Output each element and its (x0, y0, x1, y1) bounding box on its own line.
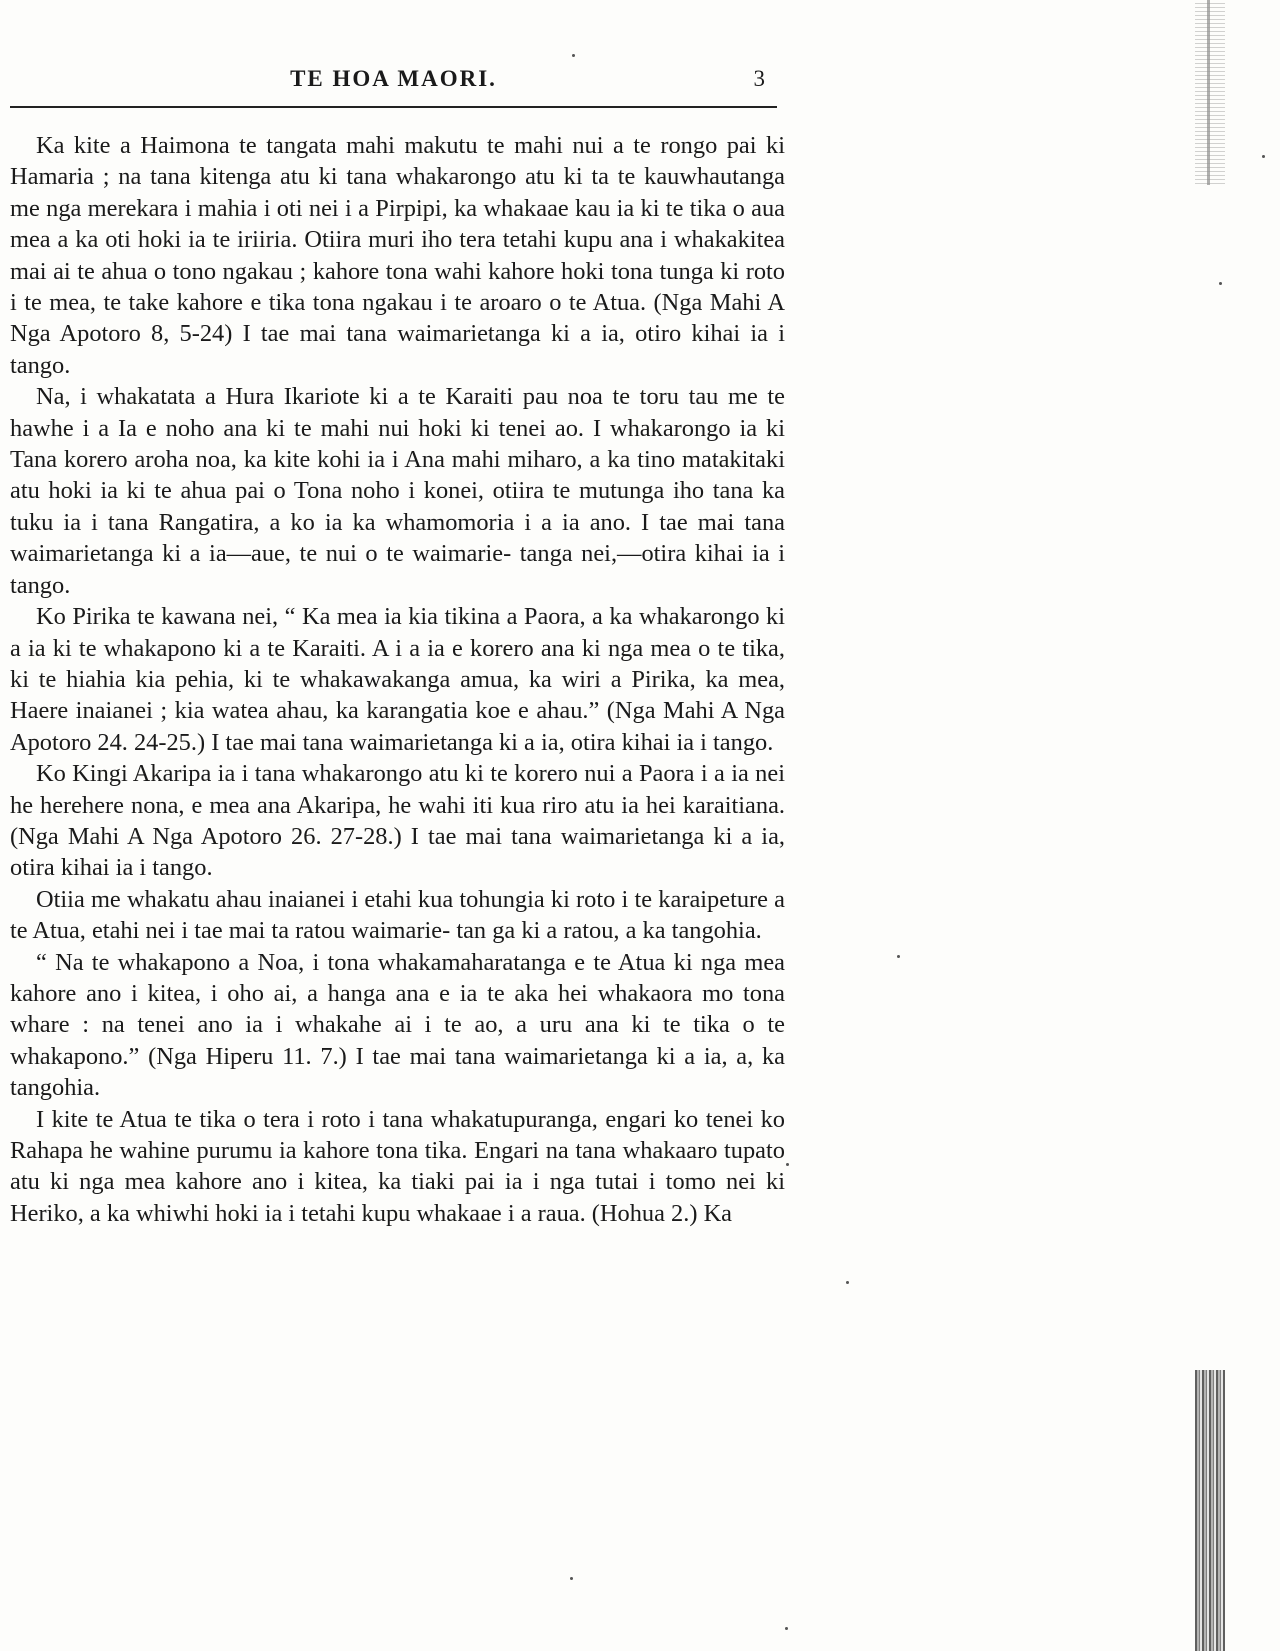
text-line: tenei ao. I whakarongo ia ki Tana korero aroha noa, ka kite (10, 414, 785, 474)
scan-edge-bottom (1195, 1370, 1225, 1651)
header-rule (10, 106, 777, 108)
paragraph (10, 947, 785, 1104)
text-line: te aroaro o te Atua. (Nga Mahi A Nga Apotoro 8, 5-24) I tae (10, 289, 785, 348)
text-line: te iriiria. Otiira muri iho tera tetahi kupu ana i whakakitea (212, 226, 785, 254)
scan-speck (570, 1577, 573, 1580)
text-line: te ahua pai o Tona noho i konei, otiira te mutunga iho tana ka (154, 477, 785, 505)
text-line: I tae mai tana waimarietanga ki a ia, a, ka tangohia. (10, 1042, 785, 1102)
body-text (10, 130, 785, 1229)
scan-speck (572, 54, 575, 57)
scan-edge-top (1195, 0, 1225, 185)
text-line: tanga nei,—otira kihai ia i tango. (10, 540, 785, 599)
scan-speck (1219, 282, 1222, 285)
text-line: Apotoro 24. 24-25.) I tae mai tana waimarietanga ki a ia, otira (10, 728, 616, 756)
text-line: wahi iti kua riro atu ia hei karaitiana. (Nga Mahi A Nga (10, 791, 785, 850)
paragraph (10, 130, 785, 381)
scan-speck (785, 1627, 788, 1630)
text-line: a Paora i a ia nei he herehere nona, e mea ana Akaripa, he (10, 760, 785, 819)
running-title: TE HOA MAORI. (290, 66, 497, 91)
text-line: ia e korero ana ki nga mea o te tika, ki te hiahia kia pehia, ki te (10, 634, 785, 693)
text-line: kihai ia i tango. (621, 728, 774, 756)
scan-speck (846, 1281, 849, 1284)
text-line: Na, i whakatata a Hura Ikariote ki a te Karaiti pau noa te (36, 383, 631, 411)
text-line: “ Na te whakapono a Noa, i tona whakamaharatanga e te Atua (36, 948, 666, 976)
text-line: toru tau me te hawhe i a Ia e noho ana ki te mahi nui hoki ki (10, 383, 785, 442)
text-line: tan ga ki a ratou, a ka tangohia. (456, 917, 762, 945)
running-head (10, 66, 777, 106)
text-line: whakawakanga amua, ka wiri a Pirika, ka mea, Haere inaianei ; (10, 665, 786, 725)
page-number: 3 (753, 66, 765, 91)
text-line: I kite te Atua te tika o tera i roto i tana whakatupuranga, (36, 1105, 598, 1133)
text-line: ki nga mea kahore ano i kitea, i oho ai, a hanga ana e ia te aka (10, 948, 785, 1007)
scan-speck (897, 955, 900, 958)
text-line: tae mai tana waimarietanga ki a ia—aue, te nui o te waimarie- (10, 508, 785, 568)
text-line: kohi ia i Ana mahi miharo, a ka tino matakitaki atu hoki ia ki (10, 446, 785, 505)
text-line: Otiia me whakatu ahau inaianei i etahi kua tohungia ki roto i (36, 885, 629, 913)
text-line: ka whakarongo ki a ia ki te whakapono ki a te Karaiti. A i a (10, 603, 786, 662)
text-line: rongo pai ki Hamaria ; na tana kitenga atu ki tana whakarongo (10, 132, 785, 191)
paragraph (10, 758, 785, 884)
text-line: Apotoro 26. 27-28.) I tae mai tana waimarietanga ki a ia, otira (10, 822, 785, 882)
paragraph (10, 1104, 785, 1230)
paragraph (10, 381, 785, 601)
text-line: tika. Engari na tana whakaaro tupato atu ki nga mea kahore (10, 1137, 785, 1196)
text-line: whiwhi hoki ia i tetahi kupu whakaae i a raua. (Hohua 2.) Ka (135, 1199, 733, 1227)
scan-speck (1262, 155, 1265, 158)
paragraph (10, 601, 785, 758)
text-line: ao, a uru ana ki te tika o te whakapono.” (Nga Hiperu 11. 7.) (10, 1011, 785, 1070)
scan-speck (786, 1163, 789, 1166)
text-line: kia watea ahau, ka karangatia koe e ahau.” (Nga Mahi A Nga (174, 697, 785, 725)
paragraph (10, 884, 785, 947)
text-line: Ka kite a Haimona te tangata mahi makutu te mahi nui a te (36, 132, 651, 159)
text-line: Ko Kingi Akaripa ia i tana whakarongo atu ki te korero nui (36, 760, 616, 788)
text-line: Ko Pirika te kawana nei, “ Ka mea ia kia tikina a Paora, a (36, 603, 603, 631)
text-line: te karaipeture a te Atua, etahi nei i tae mai ta ratou waimarie- (10, 885, 786, 945)
text-line: mai ai te ahua o tono ngakau ; kahore tona wahi kahore hoki (10, 257, 605, 285)
text-line: tuku ia i tana Rangatira, a ko ia ka whamomoria i a ia ano. I (10, 508, 650, 536)
text-line: kihai ia i tango. (60, 854, 213, 882)
text-line: atu ki ta te kauwhautanga me nga merekara i mahia i oti nei i a (10, 163, 785, 222)
text-line: ano i kitea, ka tiaki pai ia i nga tutai i tomo nei ki Heriko, a ka (10, 1168, 785, 1227)
text-line: Pirpipi, ka whakaae kau ia ki te tika o aua mea a ka oti hoki ia (10, 194, 785, 254)
text-line: mai tana waimarietanga ki a ia, otiro kihai ia i tango. (10, 320, 785, 379)
text-line: tona tunga ki roto i te mea, te take kahore e tika tona ngakau i (10, 257, 785, 317)
text-line: engari ko tenei ko Rahapa he wahine purumu ia kahore tona (10, 1105, 785, 1164)
text-line: hei whakaora mo tona whare : na tenei ano ia i whakahe ai i te (10, 979, 785, 1039)
